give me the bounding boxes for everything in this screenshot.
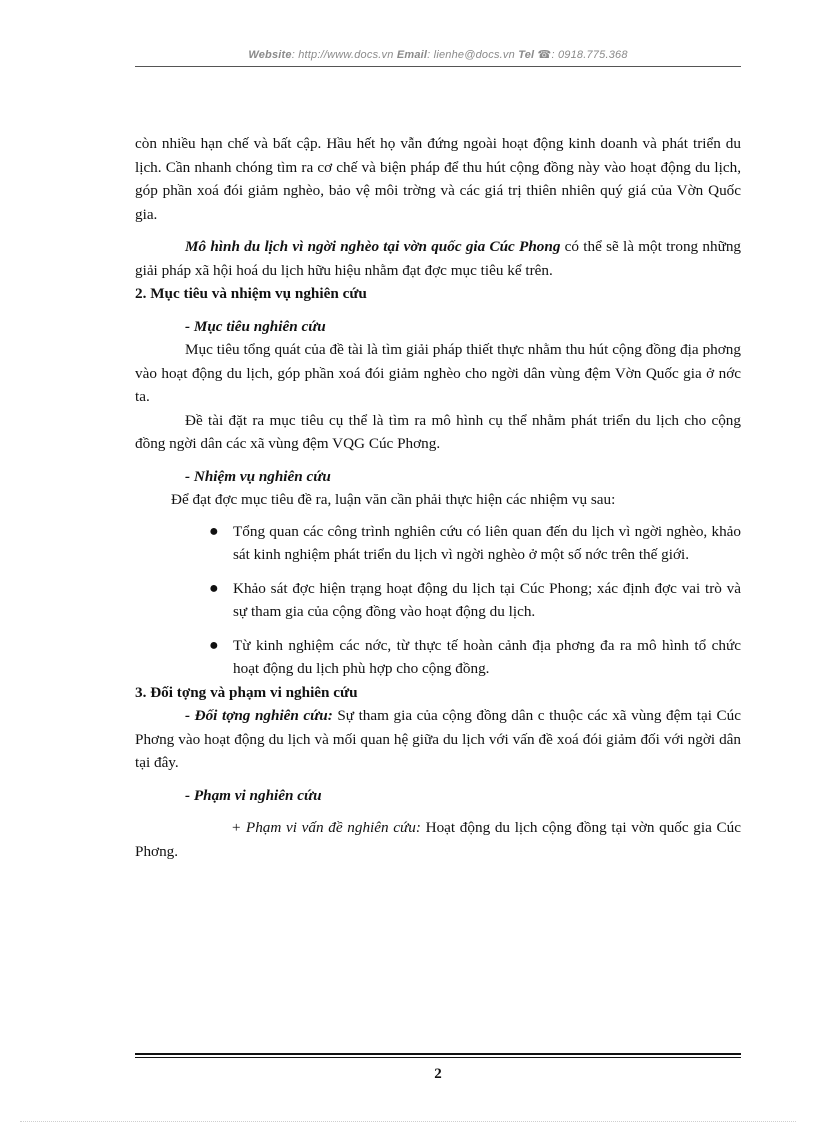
model-title-emphasis: Mô hình du lịch vì ngời nghèo tại vờn quốc gia Cúc Phong [185,238,561,255]
paragraph-3: Mục tiêu tổng quát của đề tài là tìm giải pháp thiết thực nhằm thu hút cộng đồng địa phơng vào hoạt động du lịch, góp phần xoá đói giảm nghèo cho ngời dân vùng đệm Vờn Quốc gia ở nớc ta. [135,341,741,405]
paragraph-1: còn nhiều hạn chế và bất cập. Hầu hết họ vẫn đứng ngoài hoạt động kinh doanh và phát triển du lịch. Cần nhanh chóng tìm ra cơ chế và biện pháp để thu hút cộng đồng này vào hoạt động du lịch, góp phần xoá đói giảm nghèo, bảo vệ môi trờng và các giá trị thiên nhiên quý giá của Vờn Quốc gia. [135,135,741,223]
subject-label: - Đối tợng nghiên cứu: [185,707,333,724]
section-2-heading: 2. Mục tiêu và nhiệm vụ nghiên cứu [135,285,367,302]
document-body [135,132,741,863]
paragraph-5: Để đạt đợc mục tiêu đề ra, luận văn cần phải thực hiện các nhiệm vụ sau: [171,491,616,508]
paragraph-7-rest: Hoạt động du lịch cộng đồng tại vờn quốc gia Cúc Phơng. [135,819,741,860]
paragraph-6-rest: Sự tham gia của cộng đồng dân c thuộc các xã vùng đệm tại Cúc Phơng vào hoạt động du lịch và mối quan hệ giữa du lịch với vấn đề xoá đói giảm đối với ngời dân tại đây. [135,707,741,771]
footer-divider-thin [135,1057,741,1058]
list-item: ● Khảo sát đợc hiện trạng hoạt động du lịch tại Cúc Phong; xác định đợc vai trò và sự tham gia của cộng đồng vào hoạt động du lịch. [135,577,741,624]
tel-value: : 0918.775.368 [551,49,628,61]
task-list [135,520,741,681]
list-item: ● Từ kinh nghiệm các nớc, từ thực tế hoàn cảnh địa phơng đa ra mô hình tổ chức hoạt động du lịch phù hợp cho cộng đồng. [135,634,741,681]
email-label: Email [396,49,428,61]
paragraph-7 [135,816,741,863]
subheading-tasks: - Nhiệm vụ nghiên cứu [185,467,331,485]
subheading-scope: - Phạm vi nghiên cứu [185,786,322,804]
paragraph-2-rest: có thể sẽ là một trong những giải pháp xã hội hoá du lịch hữu hiệu nhằm đạt đợc mục tiêu kể trên. [135,238,742,279]
tel-label: Tel [518,49,535,61]
email-value: : lienhe@docs.vn [427,49,515,61]
page-number: 2 [434,1066,442,1082]
website-value: : http://www.docs.vn [291,49,394,61]
subheading-objectives: - Mục tiêu nghiên cứu [185,317,326,335]
section-3-heading: 3. Đối tợng và phạm vi nghiên cứu [135,683,358,701]
list-item: ● Tổng quan các công trình nghiên cứu có liên quan đến du lịch vì ngời nghèo, khảo sát kinh nghiệm phát triển du lịch vì ngời nghèo ở một số nớc trên thế giới. [135,520,741,567]
website-label: Website [248,49,292,61]
bullet-icon: ● [209,579,219,597]
page-header [135,48,741,61]
phone-icon: ☎ [537,49,552,61]
bullet-icon: ● [209,636,219,654]
page-edge [20,1121,796,1122]
paragraph-6 [135,704,741,775]
paragraph-2 [135,235,741,282]
header-divider [135,66,741,67]
scope-label: + Phạm vi vấn đề nghiên cứu: [231,819,421,836]
paragraph-4: Đề tài đặt ra mục tiêu cụ thể là tìm ra mô hình cụ thể nhằm phát triển du lịch cho cộng đồng ngời dân các xã vùng đệm VQG Cúc Phơng. [135,411,741,452]
bullet-icon: ● [209,522,219,540]
footer-divider-thick [135,1053,741,1055]
